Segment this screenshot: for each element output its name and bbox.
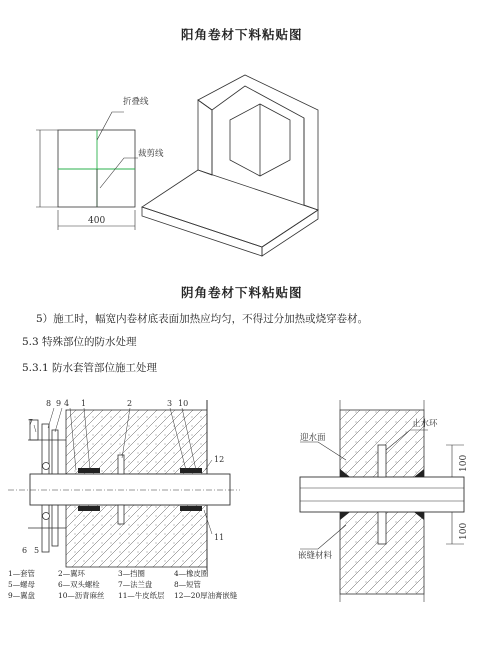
dim-bottom-text: 100 xyxy=(459,522,469,540)
callout-6: 6 xyxy=(22,546,28,555)
heading-special-parts: 5.3 特殊部位的防水处理 xyxy=(22,336,137,348)
fold-line-label: 折叠线 xyxy=(123,97,149,107)
callout-12: 12 xyxy=(214,455,225,464)
title-concave-corner: 阴角卷材下料粘贴图 xyxy=(181,285,303,300)
callout-9: 9 xyxy=(56,399,62,408)
legend-row: 1—套管 2—翼环 3—挡圈 4—橡皮圈 xyxy=(8,569,209,578)
legend-row: 9—翼盘 10—沥青麻丝 11—牛皮纸层 12—20厚油膏嵌缝 xyxy=(8,591,238,600)
water-stop-ring xyxy=(378,445,386,477)
callout-10: 10 xyxy=(178,399,189,408)
title-convex-corner: 阳角卷材下料粘贴图 xyxy=(181,27,303,42)
dim-top-text: 100 xyxy=(459,454,469,472)
callout-2: 2 xyxy=(127,399,133,408)
seal-material-label: 嵌缝材料 xyxy=(298,551,333,561)
legend-row: 5—螺母 6—双头螺栓 7—法兰盘 8—短管 xyxy=(8,580,201,589)
callout-8: 8 xyxy=(46,399,52,408)
callout-4: 4 xyxy=(64,399,70,408)
pipe-right xyxy=(300,477,464,512)
dimension-text: 400 xyxy=(88,216,106,226)
callout-5: 5 xyxy=(34,546,40,555)
water-stop-ring-label: 止水环 xyxy=(412,419,438,429)
paragraph-construction: 5）施工时，幅宽内卷材底表面加热应均匀，不得过分加热或烧穿卷材。 xyxy=(36,313,369,325)
callout-11: 11 xyxy=(214,533,225,542)
callout-7: 7 xyxy=(28,418,34,427)
upstream-face-label: 迎水面 xyxy=(300,433,326,443)
callout-1: 1 xyxy=(81,399,87,408)
cut-line-label: 裁剪线 xyxy=(138,149,164,159)
callout-3: 3 xyxy=(167,399,173,408)
heading-sleeve-treatment: 5.3.1 防水套管部位施工处理 xyxy=(22,362,158,374)
